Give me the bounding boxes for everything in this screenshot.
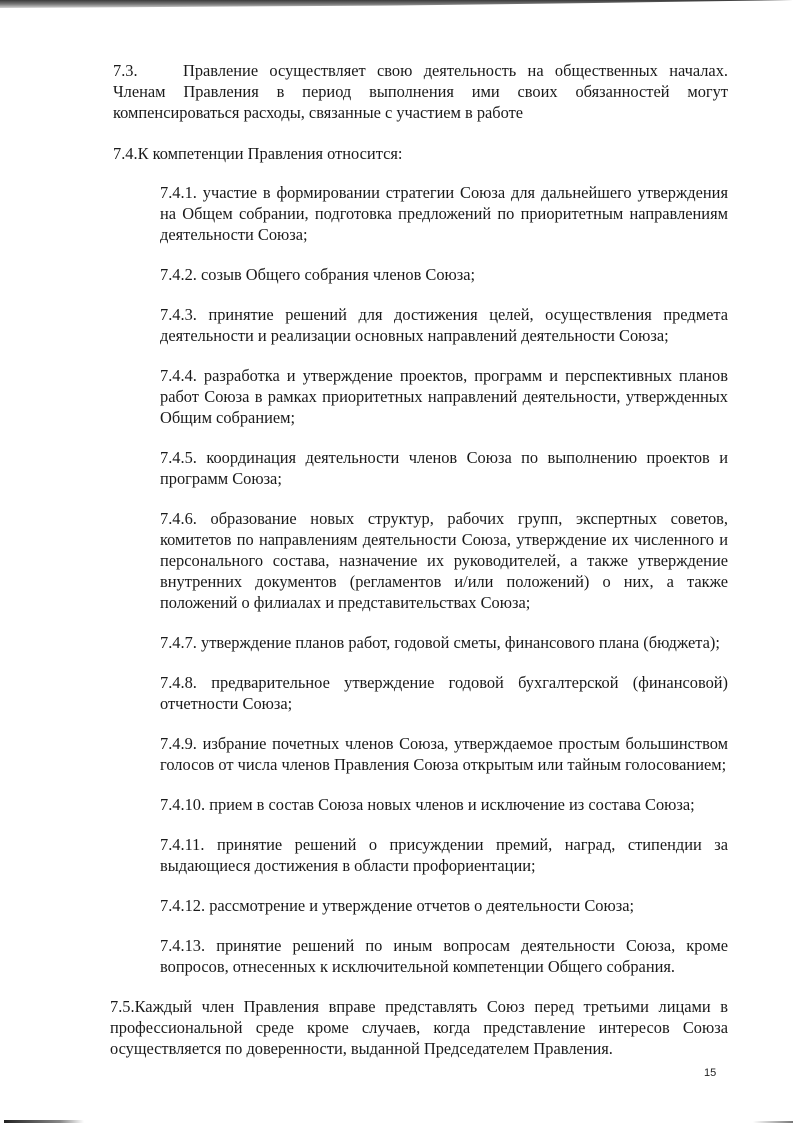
section-number: 7.5.	[110, 997, 135, 1016]
list-item	[160, 895, 728, 916]
section-7-3	[113, 60, 728, 123]
item-text: координация деятельности членов Союза по выполнению проектов и программ Союза;	[160, 448, 728, 488]
item-number: 7.4.7.	[160, 633, 197, 652]
document-page	[110, 60, 728, 1059]
list-item	[160, 182, 728, 245]
section-text: Каждый член Правления вправе представлять Союз перед третьими лицами в профессиональной среде кроме случаев, когда представление интересов Союза осуществляется по доверенности, выданной Председателем Правления.	[110, 997, 728, 1058]
item-number: 7.4.5.	[160, 448, 197, 467]
item-text: прием в состав Союза новых членов и исключение из состава Союза;	[209, 795, 695, 814]
section-text: К компетенции Правления относится:	[137, 144, 403, 163]
item-number: 7.4.10.	[160, 795, 206, 814]
item-text: предварительное утверждение годовой бухгалтерской (финансовой) отчетности Союза;	[160, 673, 728, 713]
item-number: 7.4.1.	[160, 183, 197, 202]
item-number: 7.4.13.	[160, 936, 206, 955]
list-item	[160, 508, 728, 613]
item-number: 7.4.8.	[160, 673, 197, 692]
item-number: 7.4.12.	[160, 896, 206, 915]
section-number: 7.3.	[113, 61, 138, 80]
item-number: 7.4.3.	[160, 305, 197, 324]
page-number: 15	[704, 1067, 717, 1079]
section-7-5	[110, 996, 728, 1059]
scan-edge-shadow-top	[0, 0, 793, 10]
list-item	[160, 834, 728, 876]
item-number: 7.4.11.	[160, 835, 205, 854]
item-text: образование новых структур, рабочих групп, экспертных советов, комитетов по направлениям деятельности Союза, утверждение их численного и персонального состава, назначение их руководителей, а также утверждение внутренних документов (регламентов и/или положений) о них, а также положений о филиалах и представительствах Союза;	[160, 509, 728, 612]
list-item	[160, 304, 728, 346]
list-item	[160, 794, 728, 815]
list-item	[160, 733, 728, 775]
item-text: избрание почетных членов Союза, утверждаемое простым большинством голосов от числа членов Правления Союза открытым или тайным голосованием;	[160, 734, 728, 774]
list-item	[160, 935, 728, 977]
item-number: 7.4.2.	[160, 265, 197, 284]
item-number: 7.4.6.	[160, 509, 197, 528]
item-number: 7.4.9.	[160, 734, 197, 753]
section-number: 7.4.	[113, 144, 138, 163]
list-item	[160, 632, 728, 653]
item-text: созыв Общего собрания членов Союза;	[201, 265, 476, 284]
item-text: принятие решений о присуждении премий, наград, стипендии за выдающиеся достижения в области профориентации;	[160, 835, 728, 875]
list-item	[160, 447, 728, 489]
competence-list	[113, 182, 728, 977]
item-number: 7.4.4.	[160, 366, 197, 385]
item-text: разработка и утверждение проектов, программ и перспективных планов работ Союза в рамках приоритетных направлений деятельности, утвержденных Общим собранием;	[160, 366, 728, 427]
list-item	[160, 264, 728, 285]
list-item	[160, 672, 728, 714]
item-text: принятие решений по иным вопросам деятельности Союза, кроме вопросов, отнесенных к исключительной компетенции Общего собрания.	[160, 936, 728, 976]
section-7-4-heading	[113, 143, 728, 164]
item-text: рассмотрение и утверждение отчетов о деятельности Союза;	[209, 896, 635, 915]
item-text: принятие решений для достижения целей, осуществления предмета деятельности и реализации основных направлений деятельности Союза;	[160, 305, 728, 345]
section-text: Правление осуществляет свою деятельность на общественных началах. Членам Правления в период выполнения ими своих обязанностей могут компенсироваться расходы, связанные с участием в работе	[113, 61, 728, 122]
item-text: утверждение планов работ, годовой сметы, финансового плана (бюджета);	[201, 633, 720, 652]
item-text: участие в формировании стратегии Союза для дальнейшего утверждения на Общем собрании, подготовка предложений по приоритетным направлениям деятельности Союза;	[160, 183, 728, 244]
list-item	[160, 365, 728, 428]
